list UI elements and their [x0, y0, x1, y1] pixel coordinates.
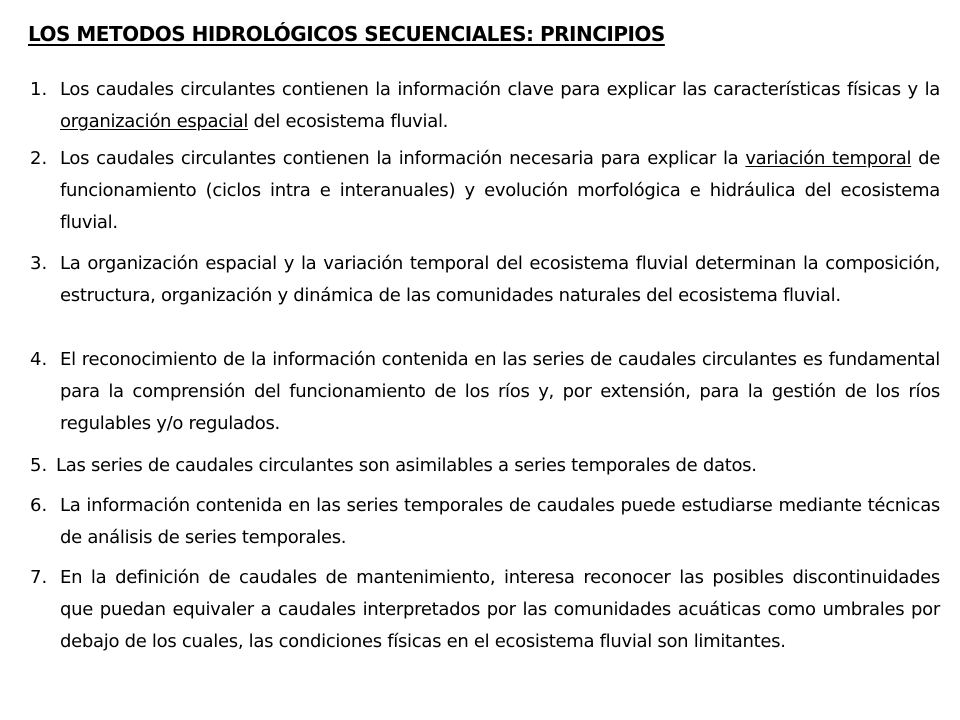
list-item-6 — [30, 490, 940, 554]
list-item-7 — [30, 562, 940, 658]
item-text: La organización espacial y la variación temporal del ecosistema fluvial determinan la composición, estructura, organización y dinámica de las comunidades naturales del ecosistema fluvial. — [60, 253, 940, 306]
list-item-2 — [30, 143, 940, 239]
item-text-part: de funcionamiento (ciclos intra e interanuales) y evolución morfológica e hidráulica del ecosistema fluvial. — [60, 148, 941, 233]
item-text-part: Los caudales circulantes contienen la información necesaria para explicar la — [60, 148, 746, 169]
item-number: 4. — [30, 349, 48, 370]
underlined-term: variación temporal — [745, 148, 912, 169]
item-text-part: Los caudales circulantes contienen la información clave para explicar las características físicas y la — [60, 79, 940, 100]
item-number: 1. — [30, 79, 48, 100]
item-text: La información contenida en las series temporales de caudales puede estudiarse mediante técnicas de análisis de series temporales. — [60, 495, 940, 548]
item-number: 6. — [30, 495, 48, 516]
item-text — [60, 74, 940, 138]
item-number: 2. — [30, 148, 48, 169]
item-text-part: del ecosistema fluvial. — [248, 111, 449, 132]
item-number: 7. — [30, 567, 48, 588]
item-text: Las series de caudales circulantes son asimilables a series temporales de datos. — [56, 455, 757, 476]
page-title: LOS METODOS HIDROLÓGICOS SECUENCIALES: PRINCIPIOS — [28, 22, 665, 46]
item-text: En la definición de caudales de mantenimiento, interesa reconocer las posibles discontinuidades que puedan equivaler a caudales interpretados por las comunidades acuáticas como umbrales por debajo de los cuales, las condiciones físicas en el ecosistema fluvial son limitantes. — [60, 567, 940, 652]
list-item-5 — [30, 450, 940, 482]
list-item-1 — [30, 74, 940, 138]
item-number: 3. — [30, 253, 48, 274]
item-text — [60, 143, 940, 239]
list-item-4 — [30, 344, 940, 440]
item-number: 5. — [30, 455, 48, 476]
list-item-3 — [30, 248, 940, 312]
item-text: El reconocimiento de la información contenida en las series de caudales circulantes es fundamental para la comprensión del funcionamiento de los ríos y, por extensión, para la gestión de los ríos regulables y/o regulados. — [60, 349, 940, 434]
underlined-term: organización espacial — [60, 111, 249, 132]
